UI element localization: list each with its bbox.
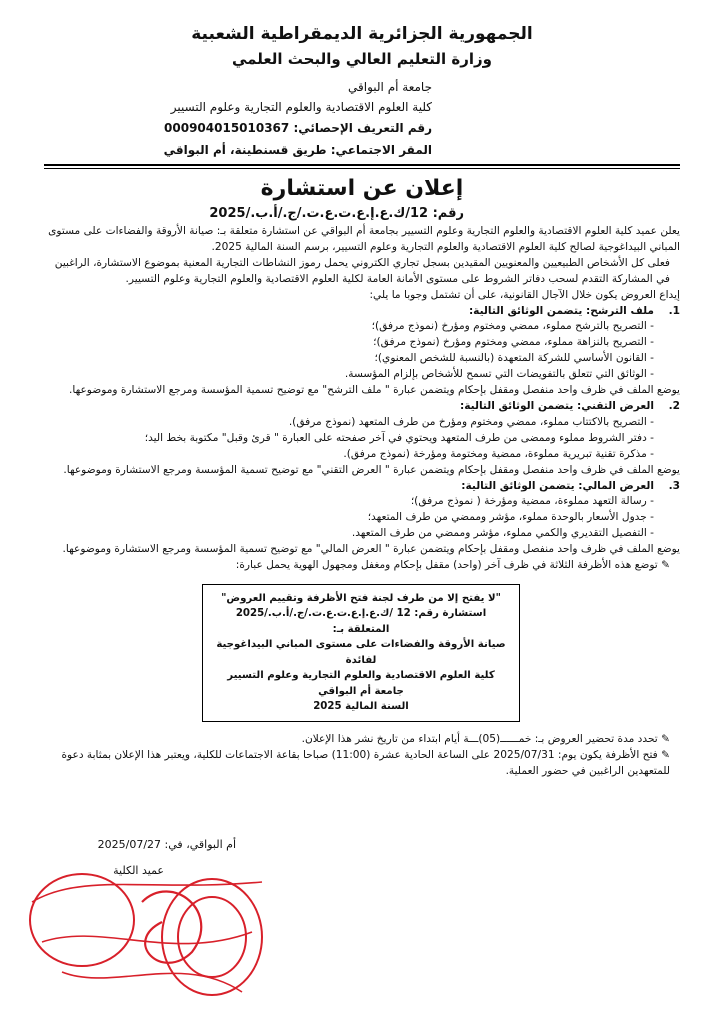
envelope-line: المتعلقة بـ: xyxy=(332,623,390,635)
official-stamps-image xyxy=(22,842,272,1017)
section-2-item: - التصريح بالاكتتاب مملوء، ممضي ومختوم ومؤرخ من طرف المتعهد (نموذج مرفق). xyxy=(42,415,680,431)
section-1-item: - القانون الأساسي للشركة المتعهدة (بالنسبة للشخص المعنوي)؛ xyxy=(42,351,680,367)
section-2-closing: يوضع الملف في ظرف واحد منفصل ومقفل بإحكام ويتضمن عبارة " العرض التقني" مع توضيح تسمية المؤسسة ومرجع الاستشارة وموضوعها. xyxy=(63,463,680,476)
intro-paragraph-2: فعلى كل الأشخاص الطبيعيين والمعنويين المقيدين بسجل تجاري الكتروني يحمل رموز النشاطات التجارية المعنية بموضوع الاستشارة، الراغبين في المشاركة التقدم لسحب دفاتر الشروط على مستوى الأمانة العامة لكلية العلوم الاقتصادية والعلوم التجارية وعلوم التسيير. xyxy=(54,256,670,285)
faculty-name: كلية العلوم الاقتصادية والعلوم التجارية وعلوم التسيير xyxy=(170,100,432,114)
section-1-item: - التصريح بالترشح مملوء، ممضي ومختوم ومؤرخ (نموذج مرفق)؛ xyxy=(42,319,680,335)
envelope-note: ✎ توضع هذه الأظرفة الثلاثة في ظرف آخر (واحد) مقفل بإحكام ومغفل ومجهول الهوية يحمل عبارة: xyxy=(42,558,680,574)
section-1-closing: يوضع الملف في ظرف واحد منفصل ومقفل بإحكام ويتضمن عبارة " ملف الترشح" مع توضيح تسمية المؤسسة ومرجع الاستشارة وموضوعها. xyxy=(68,384,680,397)
envelope-line: صيانة الأروقة والفضاءات على مستوى المباني البيداغوجية xyxy=(216,639,506,651)
envelope-label-box xyxy=(202,584,520,722)
header-rule-thin xyxy=(44,168,680,169)
envelope-line: لفائدة xyxy=(345,654,377,666)
section-1-title: 1.ملف الترشح: يتضمن الوثائق التالية: xyxy=(468,304,680,317)
deadline-prep: ✎ تحدد مدة تحضير العروض بـ: خمــــــ(05)ـــة أيام ابتداء من تاريخ نشر هذا الإعلان. xyxy=(42,732,680,748)
section-1-item: - التصريح بالنزاهة مملوء، ممضي ومختوم ومؤرخ (نموذج مرفق)؛ xyxy=(42,335,680,351)
reference-number: رقم: 12/ك.ع.إ.ع.ت.ع.ت./ج./أ.ب./2025 xyxy=(209,206,464,221)
dean-title: عميد الكلية xyxy=(113,864,164,877)
deadline-opening: ✎ فتح الأظرفة يكون يوم: 2025/07/31 على الساعة الحادية عشرة (11:00) صباحا بقاعة الاجتماعات للكلية، ويعتبر هذا الإعلان بمثابة دعوة للمتعهدين الراغبين في حضور العملية. xyxy=(42,748,680,780)
envelope-line: كلية العلوم الاقتصادية والعلوم التجارية وعلوم التسيير جامعة أم البواقي xyxy=(227,670,495,697)
section-3-title: 3.العرض المالي: يتضمن الوثائق التالية: xyxy=(461,479,680,492)
intro-paragraph-3: إيداع العروض يكون خلال الآجال القانونية، على أن تشتمل وجوبا ما يلي: xyxy=(369,288,680,301)
header-rule xyxy=(44,164,680,166)
envelope-line: استشارة رقم: 12 /ك.ع.إ.ع.ت.ع.ت./ج./أ.ب./2025 xyxy=(235,608,487,620)
document-body xyxy=(42,224,680,780)
section-1-item: - الوثائق التي تتعلق بالتفويضات التي تسمح للأشخاص بإلزام المؤسسة. xyxy=(42,367,680,383)
place-and-date: أم البواقي، في: 2025/07/27 xyxy=(97,838,236,851)
statistical-id: رقم التعريف الإحصائي: 000904015010367 xyxy=(164,121,432,135)
section-2-item: - مذكرة تقنية تبريرية مملوءة، ممضية ومختومة ومؤرخة (نموذج مرفق). xyxy=(42,447,680,463)
university-name: جامعة أم البواقي xyxy=(348,80,432,94)
section-3-item: - رسالة التعهد مملوءة، ممضية ومؤرخة ( نموذج مرفق)؛ xyxy=(42,494,680,510)
envelope-line: السنة المالية 2025 xyxy=(313,701,409,713)
section-3-item: - التفصيل التقديري والكمي مملوء، مؤشر وممضي من طرف المتعهد. xyxy=(42,526,680,542)
section-3-closing: يوضع الملف في ظرف واحد منفصل ومقفل بإحكام ويتضمن عبارة " العرض المالي" مع توضيح تسمية المؤسسة ومرجع الاستشارة وموضوعها. xyxy=(62,543,680,556)
section-2-title: 2.العرض التقني: يتضمن الوثائق التالية: xyxy=(459,399,680,412)
address: المقر الاجتماعي: طريق قسنطينة، أم البواقي xyxy=(163,143,432,157)
section-3-item: - جدول الأسعار بالوحدة مملوء، مؤشر وممضي من طرف المتعهد؛ xyxy=(42,510,680,526)
section-2-item: - دفتر الشروط مملوء وممضى من طرف المتعهد ويحتوي في آخر صفحته على العبارة " قرئ وقبل" مكتوبة بخط اليد؛ xyxy=(42,431,680,447)
republic-header: الجمهورية الجزائرية الديمقراطية الشعبية xyxy=(191,24,533,44)
rectangular-stamp-outline xyxy=(30,874,134,966)
ministry-header: وزارة التعليم العالي والبحث العلمي xyxy=(231,50,493,68)
intro-paragraph-1: يعلن عميد كلية العلوم الاقتصادية والعلوم التجارية وعلوم التسيير بجامعة أم البواقي عن استشارة متعلقة بـ: صيانة الأروقة والفضاءات على مستوى المباني البيداغوجية لصالح كلية العلوم الاقتصادية والعلوم التجارية وعلوم التسيير، برسم السنة المالية 2025. xyxy=(48,225,680,253)
envelope-line: "لا يفتح إلا من طرف لجنة فتح الأظرفة وتقييم العروض" xyxy=(221,592,501,604)
document-title: إعلان عن استشارة xyxy=(260,176,464,201)
